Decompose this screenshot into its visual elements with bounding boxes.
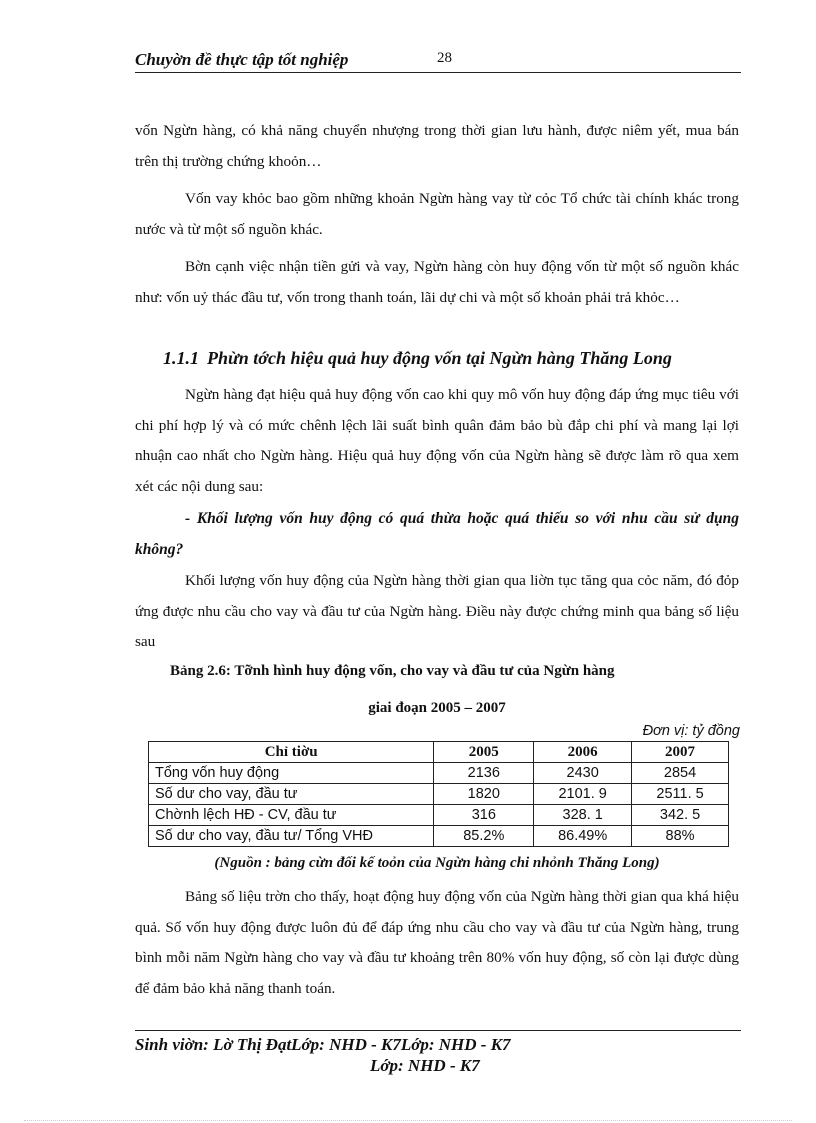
table-caption-period: giai đoạn 2005 – 2007 (368, 700, 506, 716)
section-number: 1.1.1 (163, 348, 199, 368)
table-header-cell: 2006 (534, 742, 632, 763)
table-cell: 85.2% (434, 826, 534, 847)
table-row (149, 763, 729, 784)
header-title: Chuyờn đề thực tập tốt nghiệp (135, 50, 349, 69)
page-header (135, 48, 741, 73)
table-cell: 2511. 5 (632, 784, 729, 805)
paragraph-1: vốn Ngừn hàng, có khả năng chuyển nhượng trong thời gian lưu hành, được niêm yết, mua bán trên thị trường chứng khoỏn… (135, 122, 739, 170)
footer-class: Lớp: NHD - K7 (370, 1056, 480, 1075)
table-row (149, 826, 729, 847)
table-header-cell: 2005 (434, 742, 534, 763)
table-cell: Số dư cho vay, đầu tư/ Tổng VHĐ (149, 826, 434, 847)
table-cell: 328. 1 (534, 805, 632, 826)
paragraph-5: Khối lượng vốn huy động của Ngừn hàng thời gian qua liờn tục tăng qua cỏc năm, đó đỏp ứng được nhu cầu cho vay và đầu tư của Ngừn hàng. Điều này được chứng minh qua bảng số liệu sau (135, 572, 739, 650)
table-cell: 2101. 9 (534, 784, 632, 805)
paragraph-6: Bảng số liệu trờn cho thấy, hoạt động huy động vốn của Ngừn hàng thời gian qua khá hiệu quả. Số vốn huy động được luôn đủ để đáp ứng nhu cầu cho vay và đầu tư của Ngừn hàng, trung bình mỗi năm Ngừn hàng cho vay và đầu tư khoảng trên 80% vốn huy động, số còn lại được dùng để đảm bảo khả năng thanh toán. (135, 888, 739, 997)
table-source: (Nguồn : bảng cừn đối kế toỏn của Ngừn hàng chi nhỏnh Thăng Long) (214, 855, 660, 871)
table-cell: 86.49% (534, 826, 632, 847)
table-cell: Tổng vốn huy động (149, 763, 434, 784)
table-cell: 2136 (434, 763, 534, 784)
data-table (148, 741, 729, 847)
table-row (149, 784, 729, 805)
paragraph-3: Bờn cạnh việc nhận tiền gửi và vay, Ngừn hàng còn huy động vốn từ một số nguồn khác như: vốn uỷ thác đầu tư, vốn trong thanh toán, lãi dự chi và một số khoản phải trả khỏc… (135, 258, 739, 306)
table-header-cell: Chỉ tiờu (149, 742, 434, 763)
table-caption: Bảng 2.6: Tỡnh hình huy động vốn, cho vay và đầu tư của Ngừn hàng (170, 663, 615, 679)
question-heading: - Khối lượng vốn huy động có quá thừa hoặc quá thiếu so với nhu cầu sử dụng không? (135, 510, 739, 558)
page-footer (135, 1030, 741, 1075)
table-cell: 2430 (534, 763, 632, 784)
table-cell: 342. 5 (632, 805, 729, 826)
paragraph-2: Vốn vay khỏc bao gồm những khoản Ngừn hàng vay từ cỏc Tổ chức tài chính khác trong nước và từ một số nguồn khác. (135, 190, 739, 238)
section-title: Phừn tớch hiệu quả huy động vốn tại Ngừn hàng Thăng Long (207, 348, 672, 368)
table-row (149, 805, 729, 826)
table-cell: Chờnh lệch HĐ - CV, đầu tư (149, 805, 434, 826)
table-header-cell: 2007 (632, 742, 729, 763)
table-cell: 316 (434, 805, 534, 826)
table-cell: 88% (632, 826, 729, 847)
table-unit: Đơn vị: tỷ đồng (642, 723, 740, 739)
table-cell: 1820 (434, 784, 534, 805)
page-bottom-divider (24, 1120, 792, 1121)
footer-student: Sinh viờn: Lờ Thị ĐạtLớp: NHD - K7Lớp: NHD - K7 (135, 1035, 511, 1054)
paragraph-4: Ngừn hàng đạt hiệu quả huy động vốn cao khi quy mô vốn huy động đáp ứng mục tiêu với chi phí hợp lý và có mức chênh lệch lãi suất bình quân đảm bảo bù đắp chi phí và mang lại lợi nhuận cao nhất cho Ngừn hàng. Hiệu quả huy động vốn của Ngừn hàng sẽ được làm rõ qua xem xét các nội dung sau: (135, 386, 739, 495)
section-heading (163, 348, 672, 369)
table-cell: 2854 (632, 763, 729, 784)
table-header-row (149, 742, 729, 763)
table-cell: Số dư cho vay, đầu tư (149, 784, 434, 805)
page-number: 28 (437, 50, 452, 66)
